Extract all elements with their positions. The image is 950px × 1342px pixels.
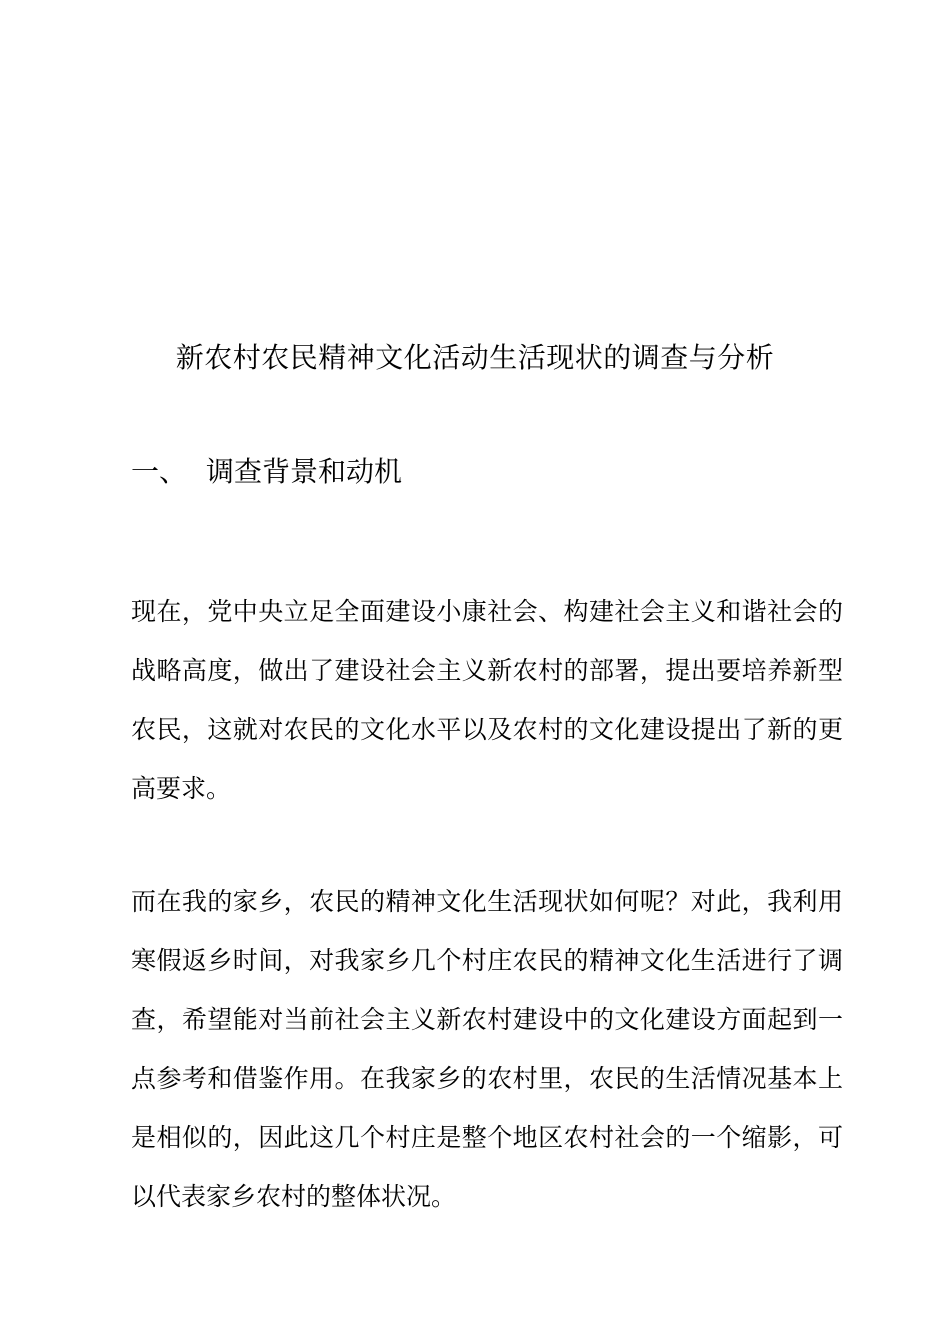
document-title: 新农村农民精神文化活动生活现状的调查与分析 [175, 341, 775, 374]
section-heading [131, 452, 402, 492]
section-number: 一、 [131, 455, 188, 488]
section-heading-text: 调查背景和动机 [206, 455, 403, 488]
paragraph-1: 现在，党中央立足全面建设小康社会、构建社会主义和谐社会的战略高度，做出了建设社会主义新农村的部署，提出要培养新型农民，这就对农民的文化水平以及农村的文化建设提出了新的更高要求。 [131, 597, 843, 803]
paragraph-2: 而在我的家乡，农民的精神文化生活现状如何呢？对此，我利用寒假返乡时间，对我家乡几个村庄农民的精神文化生活进行了调查，希望能对当前社会主义新农村建设中的文化建设方面起到一点参考和借鉴作用。在我家乡的农村里，农民的生活情况基本上是相似的，因此这几个村庄是整个地区农村社会的一个缩影，可以代表家乡农村的整体状况。 [131, 887, 843, 1211]
